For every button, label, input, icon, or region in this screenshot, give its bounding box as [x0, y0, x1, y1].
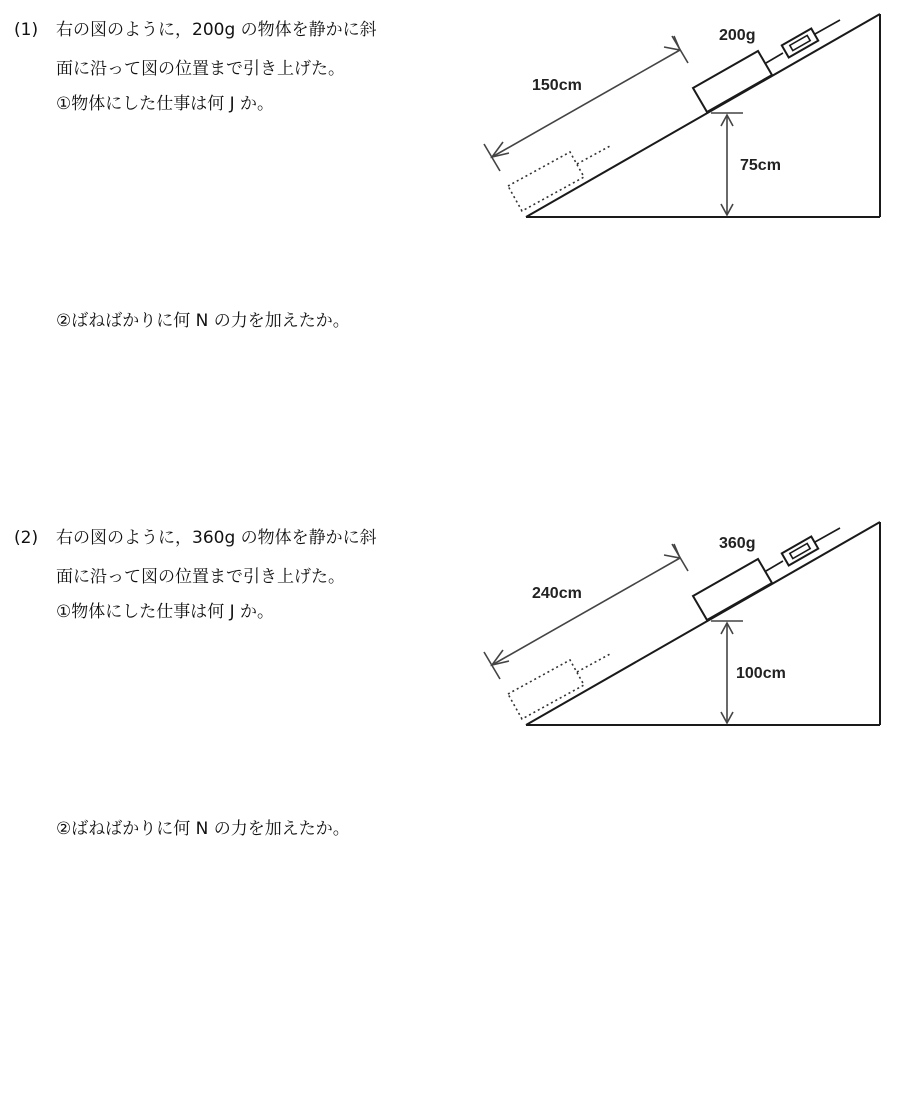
question-force: ②ばねばかりに何 N の力を加えたか。 — [56, 819, 350, 839]
incline-slope — [526, 522, 880, 725]
initial-block-dotted — [508, 152, 584, 211]
problem-2 — [0, 508, 920, 868]
mass-label: 200g — [719, 27, 756, 44]
initial-block-dotted — [508, 660, 584, 719]
slope-distance-arrow — [492, 50, 680, 157]
scale-hook — [815, 528, 840, 542]
question-work: ①物体にした仕事は何 J か。 — [56, 94, 275, 114]
height-label: 75cm — [740, 157, 781, 174]
problem-text-line-1: 右の図のように，360g の物体を静かに斜 — [56, 528, 377, 548]
question-force: ②ばねばかりに何 N の力を加えたか。 — [56, 311, 350, 331]
slope-length-label: 240cm — [532, 585, 582, 602]
problem-number: (1) — [14, 20, 39, 40]
block — [693, 51, 772, 112]
slope-length-label: 150cm — [532, 77, 582, 94]
mass-label: 360g — [719, 535, 756, 552]
incline-diagram — [470, 0, 920, 240]
slope-distance-arrow — [492, 558, 680, 665]
incline-slope — [526, 14, 880, 217]
problem-text-line-2: 面に沿って図の位置まで引き上げた。 — [56, 59, 345, 79]
question-work: ①物体にした仕事は何 J か。 — [56, 602, 275, 622]
problem-text-line-1: 右の図のように，200g の物体を静かに斜 — [56, 20, 377, 40]
initial-string-dotted — [577, 146, 610, 164]
problem-number: (2) — [14, 528, 39, 548]
problem-1 — [0, 0, 920, 360]
block — [693, 559, 772, 620]
height-label: 100cm — [736, 665, 786, 682]
incline-diagram — [470, 508, 920, 748]
string — [766, 561, 783, 571]
initial-string-dotted — [577, 654, 610, 672]
problem-text-line-2: 面に沿って図の位置まで引き上げた。 — [56, 567, 345, 587]
string — [766, 53, 783, 63]
scale-hook — [815, 20, 840, 34]
